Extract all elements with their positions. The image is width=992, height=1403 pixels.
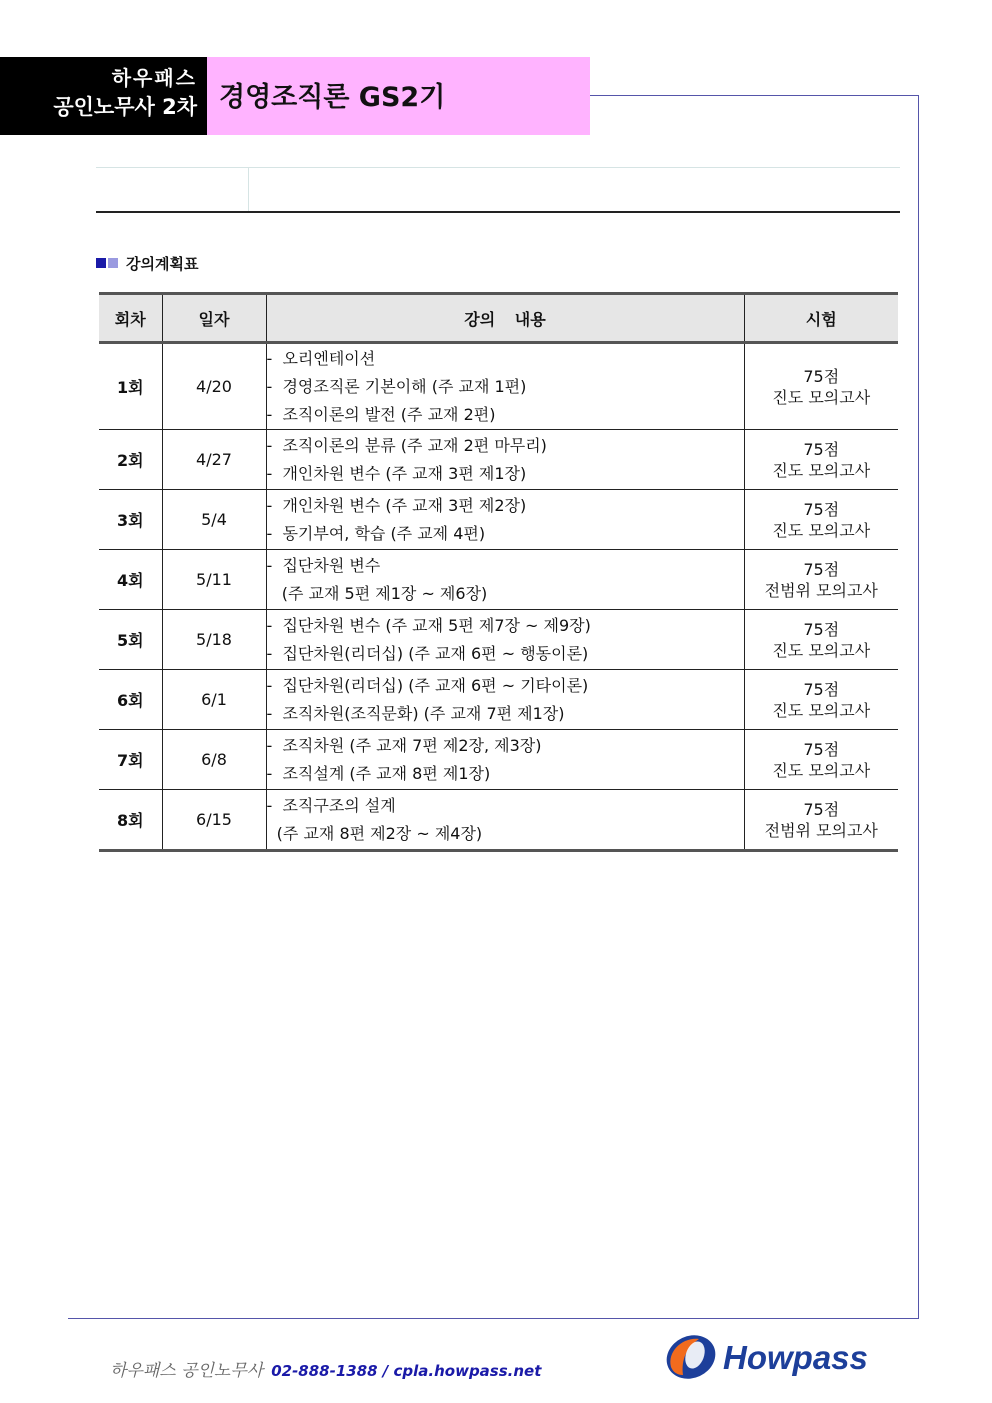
content-cell — [266, 670, 744, 730]
section-heading — [96, 253, 198, 273]
content-cell — [266, 490, 744, 550]
exam-cell — [744, 670, 898, 730]
round-cell: 4회 — [99, 550, 162, 610]
exam-type: 전범위 모의고사 — [764, 820, 878, 840]
exam-type: 진도 모의고사 — [772, 640, 871, 660]
exam-score: 75점 — [803, 559, 840, 579]
round-cell: 8회 — [99, 790, 162, 851]
content-line: (주 교재 8편 제2장 ~ 제4장) — [266, 823, 483, 843]
exam-cell — [744, 343, 898, 430]
table-row — [99, 730, 898, 790]
content-line: - 조직차원 (주 교재 7편 제2장, 제3장) — [266, 735, 542, 755]
content-line: - 동기부여, 학습 (주 교제 4편) — [266, 523, 486, 543]
date-cell: 5/11 — [162, 550, 266, 610]
date-cell: 5/18 — [162, 610, 266, 670]
logo-mark-icon — [665, 1333, 723, 1381]
footer-org: 하우패스 공인노무사 — [110, 1361, 264, 1381]
content-line: - 개인차원 변수 (주 교재 3편 제2장) — [266, 495, 527, 515]
exam-type: 진도 모의고사 — [772, 387, 871, 407]
exam-cell — [744, 490, 898, 550]
frame-right-line — [918, 95, 919, 1319]
content-line: - 조직이론의 발전 (주 교재 2편) — [266, 404, 496, 424]
info-row-top-border — [96, 167, 900, 168]
exam-score: 75점 — [803, 366, 840, 386]
exam-score: 75점 — [803, 619, 840, 639]
content-line: - 집단차원(리더십) (주 교재 6편 ~ 기타이론) — [266, 675, 589, 695]
course-title: 경영조직론 GS2기 — [207, 57, 590, 135]
info-row-bottom-border — [96, 211, 900, 213]
date-cell: 5/4 — [162, 490, 266, 550]
section-title: 강의계획표 — [126, 254, 199, 273]
content-line: - 조직설계 (주 교재 8편 제1장) — [266, 763, 491, 783]
round-cell: 3회 — [99, 490, 162, 550]
exam-score: 75점 — [803, 799, 840, 819]
exam-score: 75점 — [803, 499, 840, 519]
content-line: - 개인차원 변수 (주 교재 3편 제1장) — [266, 463, 527, 483]
round-cell: 6회 — [99, 670, 162, 730]
table-header-row — [99, 294, 898, 343]
content-line: - 조직구조의 설계 — [266, 795, 396, 815]
content-line: - 조직이론의 분류 (주 교재 2편 마무리) — [266, 435, 547, 455]
date-cell: 6/15 — [162, 790, 266, 851]
content-cell — [266, 790, 744, 851]
round-cell: 7회 — [99, 730, 162, 790]
content-line: (주 교재 5편 제1장 ~ 제6장) — [266, 583, 488, 603]
exam-score: 75점 — [803, 439, 840, 459]
header-round: 회차 — [99, 294, 162, 343]
footer-text — [110, 1356, 541, 1381]
date-cell: 6/1 — [162, 670, 266, 730]
content-line: - 집단차원(리더십) (주 교재 6편 ~ 행동이론) — [266, 643, 589, 663]
content-line: - 집단차원 변수 (주 교재 5편 제7장 ~ 제9장) — [266, 615, 591, 635]
exam-cell — [744, 790, 898, 851]
square-bullet-icon — [96, 258, 106, 268]
exam-score: 75점 — [803, 739, 840, 759]
round-cell: 2회 — [99, 430, 162, 490]
exam-cell — [744, 550, 898, 610]
table-row — [99, 343, 898, 430]
exam-cell — [744, 610, 898, 670]
round-cell: 5회 — [99, 610, 162, 670]
footer-contact: 02-888-1388 / cpla.howpass.net — [271, 1362, 542, 1380]
date-cell: 6/8 — [162, 730, 266, 790]
table-row — [99, 490, 898, 550]
date-cell: 4/20 — [162, 343, 266, 430]
content-line: - 조직차원(조직문화) (주 교재 7편 제1장) — [266, 703, 565, 723]
round-cell: 1회 — [99, 343, 162, 430]
content-cell — [266, 343, 744, 430]
lecture-plan-table — [99, 292, 898, 852]
exam-type: 진도 모의고사 — [772, 700, 871, 720]
brand-block — [0, 57, 207, 135]
table-row — [99, 430, 898, 490]
header-date: 일자 — [162, 294, 266, 343]
table-row — [99, 670, 898, 730]
header-content: 강의 내용 — [266, 294, 744, 343]
brand-line1: 하우패스 — [111, 66, 197, 90]
exam-type: 진도 모의고사 — [772, 520, 871, 540]
brand-line2: 공인노무사 2차 — [53, 95, 197, 119]
table-body — [99, 343, 898, 851]
square-bullet-light-icon — [108, 258, 118, 268]
header-exam: 시험 — [744, 294, 898, 343]
exam-cell — [744, 430, 898, 490]
table-row — [99, 790, 898, 851]
exam-type: 진도 모의고사 — [772, 760, 871, 780]
date-cell: 4/27 — [162, 430, 266, 490]
content-cell — [266, 610, 744, 670]
frame-top-line — [590, 95, 919, 96]
table-row — [99, 610, 898, 670]
content-line: - 경영조직론 기본이해 (주 교재 1편) — [266, 376, 527, 396]
content-line: - 집단차원 변수 — [266, 555, 381, 575]
info-row-divider — [248, 168, 249, 212]
exam-type: 진도 모의고사 — [772, 460, 871, 480]
content-cell — [266, 430, 744, 490]
exam-type: 전범위 모의고사 — [764, 580, 878, 600]
exam-cell — [744, 730, 898, 790]
content-cell — [266, 550, 744, 610]
frame-bottom-line — [68, 1318, 919, 1319]
logo-text: Howpass — [723, 1339, 868, 1376]
content-cell — [266, 730, 744, 790]
content-line: - 오리엔테이션 — [266, 348, 376, 368]
table-row — [99, 550, 898, 610]
howpass-logo — [665, 1333, 900, 1381]
exam-score: 75점 — [803, 679, 840, 699]
